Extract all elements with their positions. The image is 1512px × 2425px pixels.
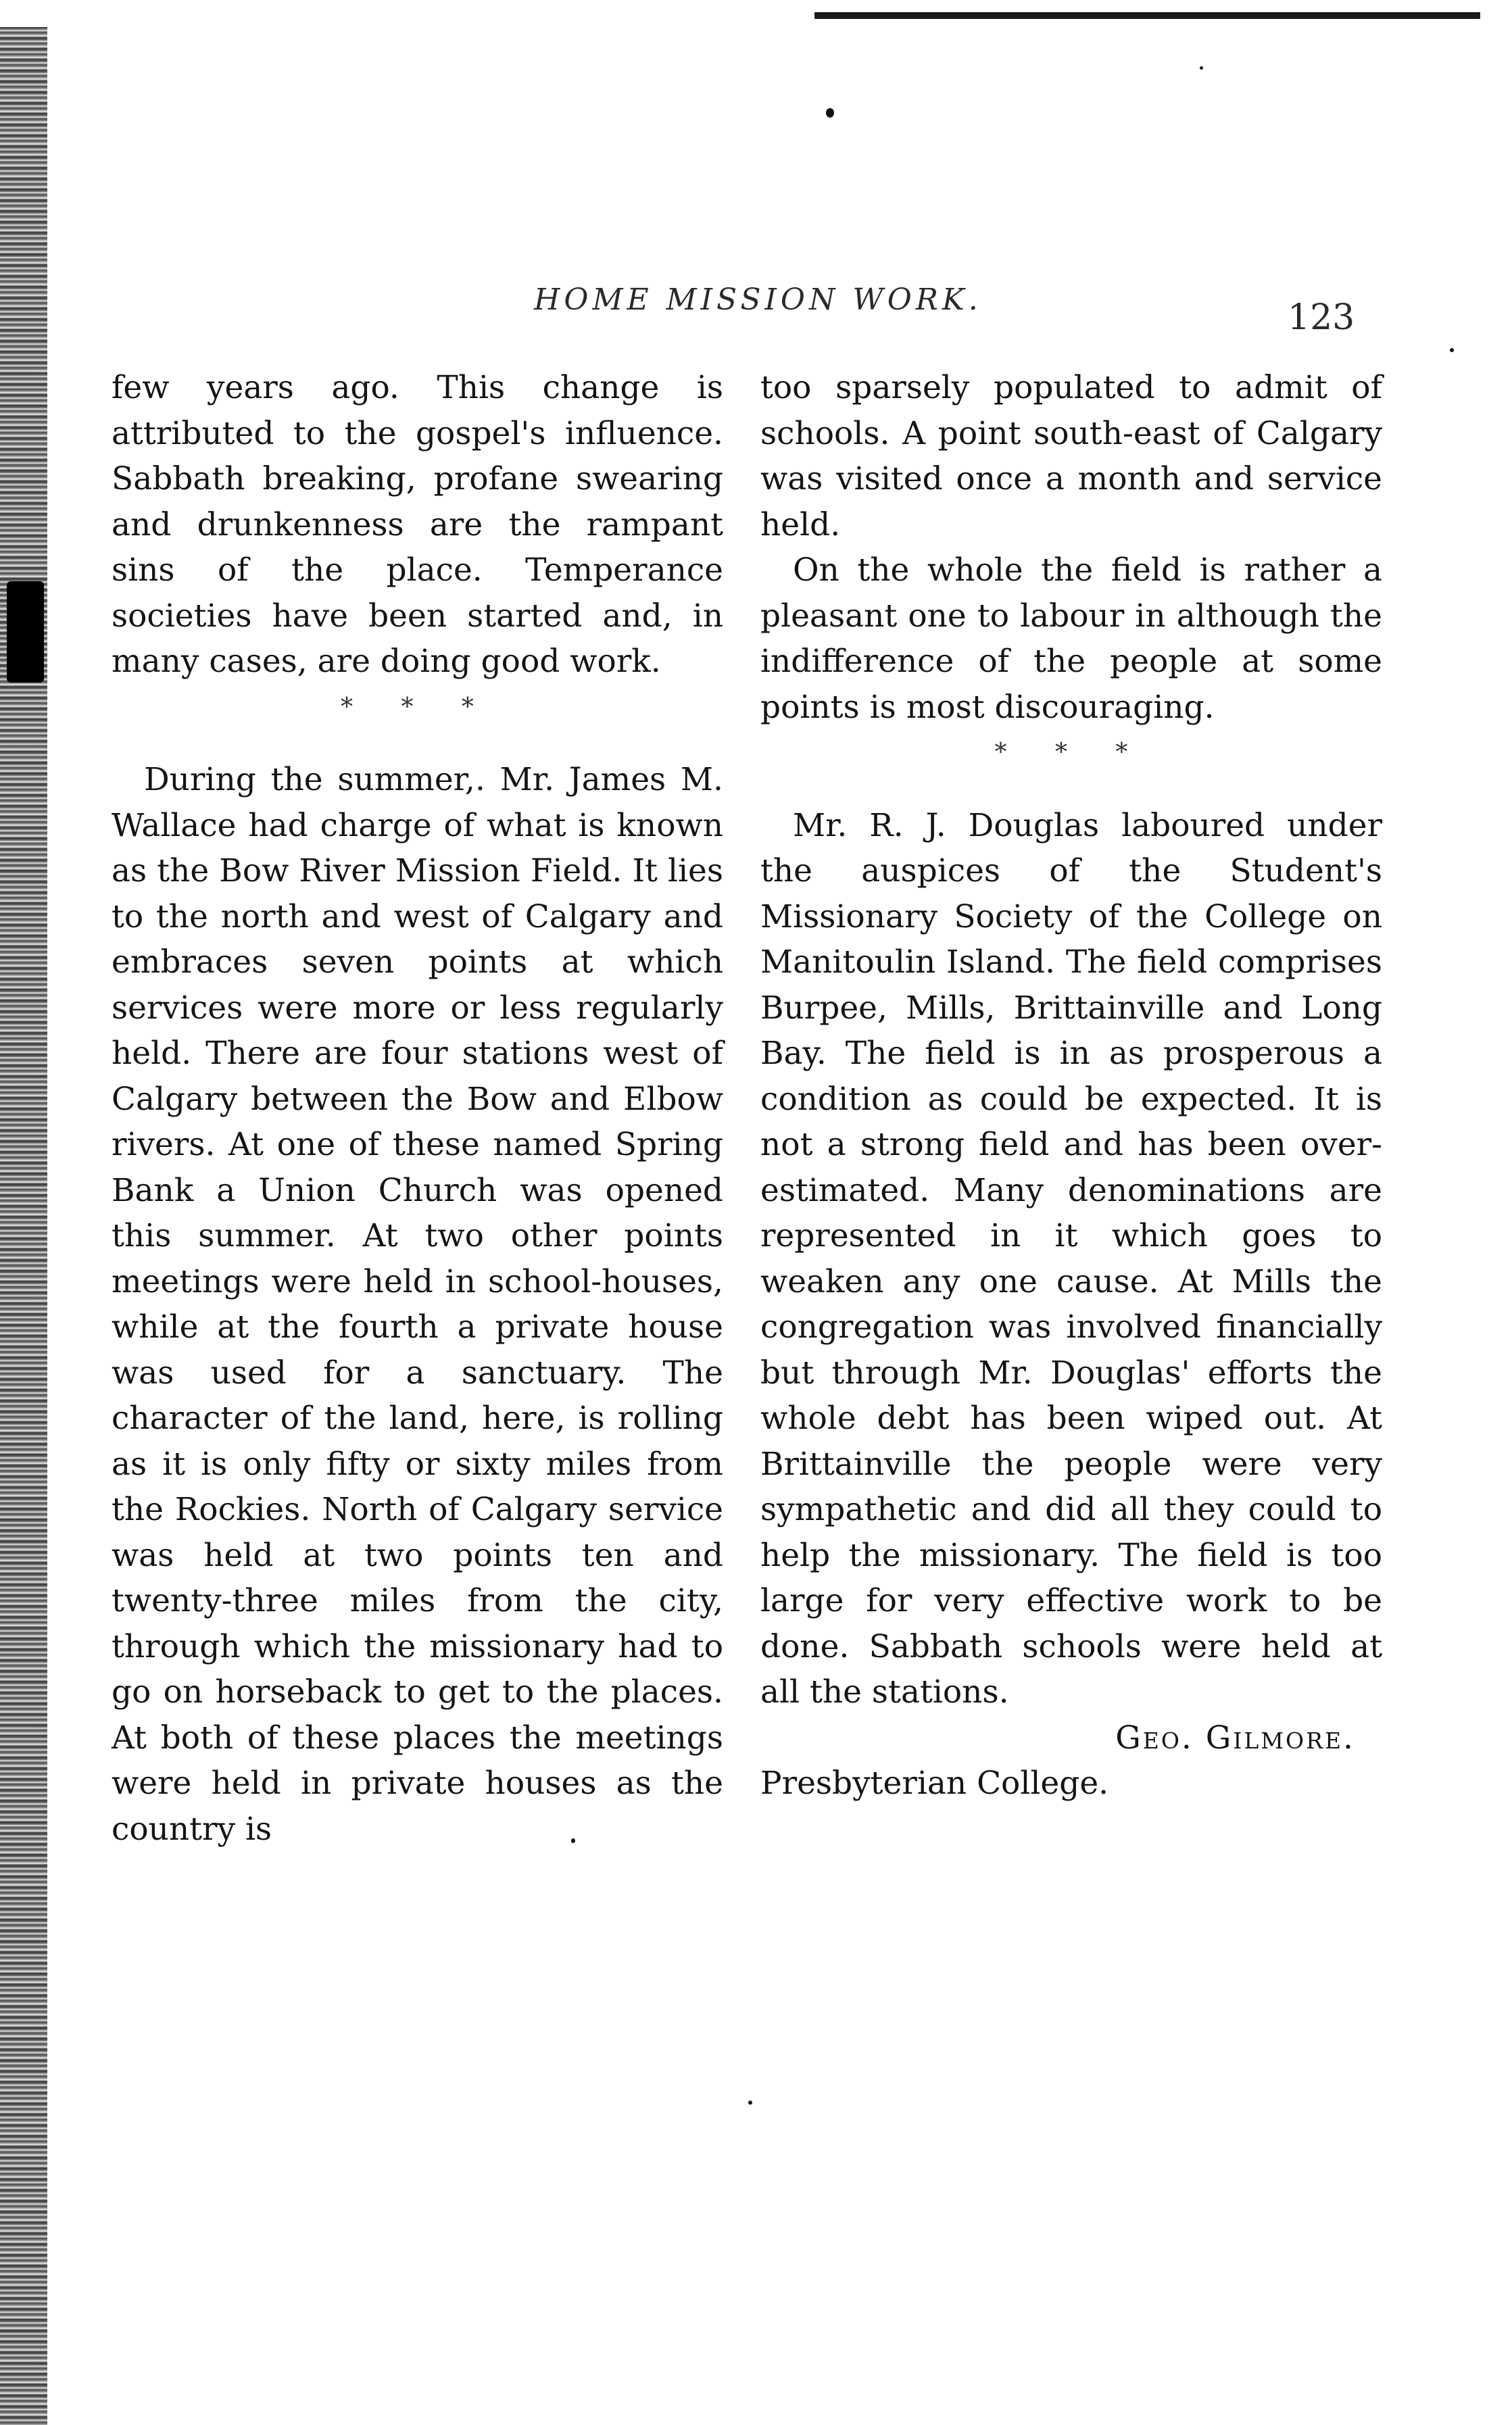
section-separator: * * * [341,693,494,721]
section-separator: * * * [994,739,1148,766]
right-column [760,365,1382,1807]
paragraph: On the whole the field is rather a pleasant one to labour in although the indifference of the people at some points is most discouraging. [760,552,1382,726]
paragraph: few years ago. This change is attributed to the gospel's influence. Sabbath breaking, profane swearing and drunkenness are the rampant sins of the place. Temperance societies have been started and, in many cases, are doing good work. [112,369,723,680]
author-signature: Geo. Gilmore. [1115,1719,1355,1757]
running-title: HOME MISSION WORK. [534,283,982,317]
paragraph: During the summer,. Mr. James M. Wallace had charge of what is known as the Bow River Mission Field. It lies to the north and west of Calgary and embraces seven points at which services were more or less regularly held. There are four stations west of Calgary between the Bow and Elbow rivers. At one of these named Spring Bank a Union Church was opened this summer. At two other points meetings were held in school-houses, while at the fourth a private house was used for a sanctuary. The character of the land, here, is rolling as it is only fifty or sixty miles from the Rockies. North of Calgary service was held at two points ten and twenty-three miles from the city, through which the missionary had to go on horseback to get to the places. At both of these places the meetings were held in private houses as the country is [112,761,723,1848]
paragraph: Mr. R. J. Douglas laboured under the auspices of the Student's Missionary Society of the College on Manitoulin Island. The field comprises Burpee, Mills, Brittainville and Long Bay. The field is in as prosperous a condition as could be expected. It is not a strong field and has been over-estimated. Many denominations are represented in it which goes to weaken any one cause. At Mills the congregation was involved financially but through Mr. Douglas' efforts the whole debt has been wiped out. At Brittainville the people were very sympathetic and did all they could to help the missionary. The field is too large for very effective work to be done. Sabbath schools were held at all the stations. [760,806,1382,1711]
ink-speck [1200,66,1203,70]
left-column [112,365,723,1852]
ink-speck [1450,348,1454,352]
scanned-page-edge [0,27,47,2425]
page-edge-smudge [7,581,44,683]
ink-speck [826,108,834,118]
page-number: 123 [1288,297,1355,338]
top-rule [814,12,1480,19]
author-affiliation: Presbyterian College. [760,1765,1109,1802]
paragraph: too sparsely populated to admit of schools. A point south-east of Calgary was visited once a month and service held. [760,369,1382,543]
ink-speck [748,2101,752,2105]
